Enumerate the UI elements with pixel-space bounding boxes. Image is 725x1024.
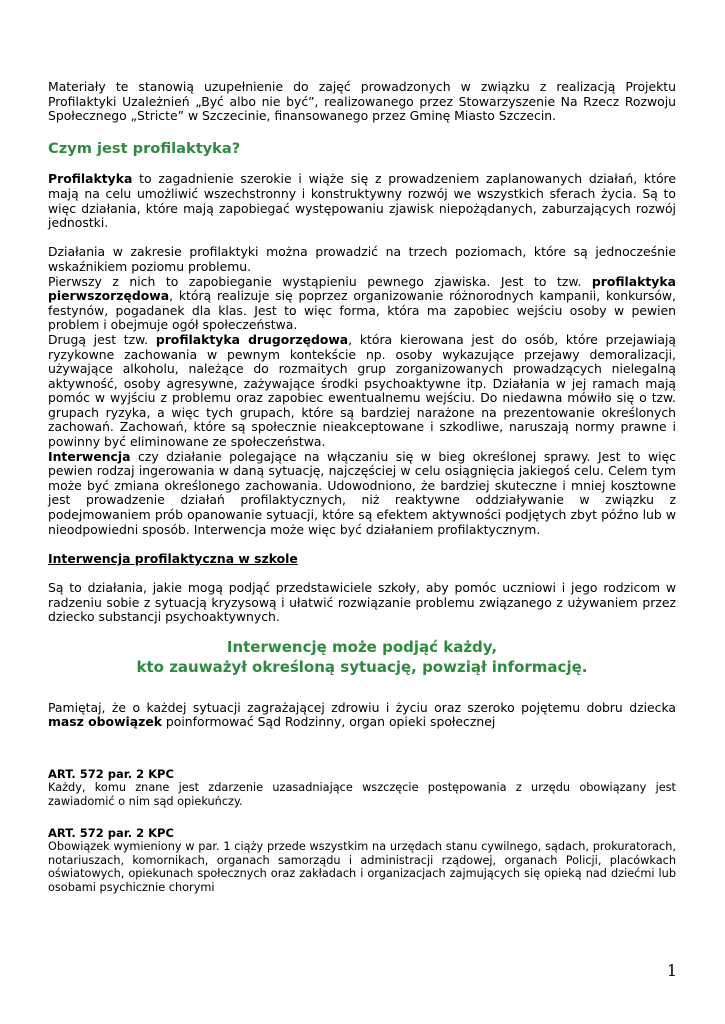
paragraph-secondary-prevention: Drugą jest tzw. profilaktyka drugorzędowa, która kierowana jest do osób, które przejawiają ryzykowne zachowania w pewnym kontekście np. osoby wykazujące przejawy demoralizacji, używające alkoholu, należące do rozmaitych grup zorganizowanych prowadzących nielegalną aktywność, osoby agresywne, zażywające środki psychoaktywne itp. Działania w jej ramach mają pomóc w wyjściu z problemu oraz zapobiec ewentualnemu wejściu. Do niedawna mówiło się o tzw. grupach ryzyka, a więc tych grupach, które są bardziej narażone na prezentowanie określonych zachowań. Zachowań, które są społecznie nieakceptowane i szkodliwe, naruszają normy prawne i powinny być eliminowane ze społeczeństwa. xyxy=(48,331,676,450)
article-1-text: Każdy, komu znane jest zdarzenie uzasadniające wszczęcie postępowania z urzędu obowiązany jest zawiadomić o nim sąd opiekuńczy. xyxy=(48,781,676,809)
article-1-title: ART. 572 par. 2 KPC xyxy=(48,766,174,781)
paragraph-primary-prevention: Pierwszy z nich to zapobieganie wystąpieniu pewnego zjawiska. Jest to tzw. profilaktyka pierwszorzędowa, którą realizuje się poprzez organizowanie różnorodnych kampanii, konkursów, festynów, pogadanek dla klas. Jest to więc forma, która ma zapobiec wejściu osoby w pewien problem i obejmuje ogół społeczeństwa. xyxy=(48,273,676,333)
bold-term: Profilaktyka xyxy=(48,171,133,187)
heading-school-intervention: Interwencja profilaktyczna w szkole xyxy=(48,550,298,566)
page-number: 1 xyxy=(666,961,677,980)
article-2-text: Obowiązek wymieniony w par. 1 ciąży przede wszystkim na urzędach stanu cywilnego, sądach, prokuratorach, notariuszach, komornikach, organach samorządu i administracji rządowej, organach Policji, placówkach oświatowych, opiekunach społecznych oraz zakładach i organizacjach zajmujących się opieką nad dziećmi lub osobami psychicznie chorymi xyxy=(48,840,676,894)
bold-term: Interwencja xyxy=(48,448,131,464)
slogan-line-1: Interwencję może podjąć każdy, xyxy=(226,637,498,656)
paragraph-obligation: Pamiętaj, że o każdej sytuacji zagrażającej zdrowiu i życiu oraz szeroko pojętemu dobru dziecka masz obowiązek poinformować Sąd Rodzinny, organ opieki społecznej xyxy=(48,699,676,730)
intro-paragraph: Materiały te stanowią uzupełnienie do zajęć prowadzonych w związku z realizacją Projektu Profilaktyki Uzależnień „Być albo nie być”, realizowanego przez Stowarzyszenie Na Rzecz Rozwoju Społecznego „Stricte” w Szczecinie, finansowanego przez Gminę Miasto Szczecin. xyxy=(48,79,676,124)
bold-term: profilaktyka drugorzędowa xyxy=(155,331,349,347)
heading-what-is-prevention: Czym jest profilaktyka? xyxy=(48,139,241,157)
bold-term: masz obowiązek xyxy=(48,714,162,730)
paragraph-school-actions: Są to działania, jakie mogą podjąć przedstawiciele szkoły, aby pomóc uczniowi i jego rodzicom w radzeniu sobie z sytuacją kryzysową i ułatwić rozwiązanie problemu związanego z używaniem przez dziecko substancji psychoaktywnych. xyxy=(48,580,676,625)
paragraph-prevention-definition: Profilaktyka to zagadnienie szerokie i wiąże się z prowadzeniem zaplanowanych działań, które mają na celu umożliwić wszechstronny i konstruktywny rozwój we wszystkich sferach życia. Są to więc działania, które mają zapobiegać występowaniu zjawisk niepożądanych, zaburzających rozwój jednostki. xyxy=(48,171,676,231)
article-2-title: ART. 572 par. 2 KPC xyxy=(48,825,174,840)
paragraph-three-levels: Działania w zakresie profilaktyki można prowadzić na trzech poziomach, które są jednocześnie wskaźnikiem poziomu problemu. xyxy=(48,244,676,274)
bold-term: profilaktyka pierwszorzędowa xyxy=(48,273,676,304)
slogan-line-2: kto zauważył określoną sytuację, powziął informację. xyxy=(136,657,588,676)
paragraph-intervention: Interwencja czy działanie polegające na włączaniu się w bieg określonej sprawy. Jest to więc pewien rodzaj ingerowania w daną sytuację, najczęściej w celu osiągnięcia jakiegoś celu. Celem tym może być zmiana określonego zachowania. Udowodniono, że bardziej skuteczne i mniej kosztowne jest prowadzenie działań profilaktycznych, niż reaktywne oddziaływanie w związku z podejmowaniem prób opanowanie sytuacji, które są efektem aktywności podjętych zbyt późno lub w nieodpowiedni sposób. Interwencja może więc być działaniem profilaktycznym. xyxy=(48,448,676,537)
document-body xyxy=(48,80,676,895)
